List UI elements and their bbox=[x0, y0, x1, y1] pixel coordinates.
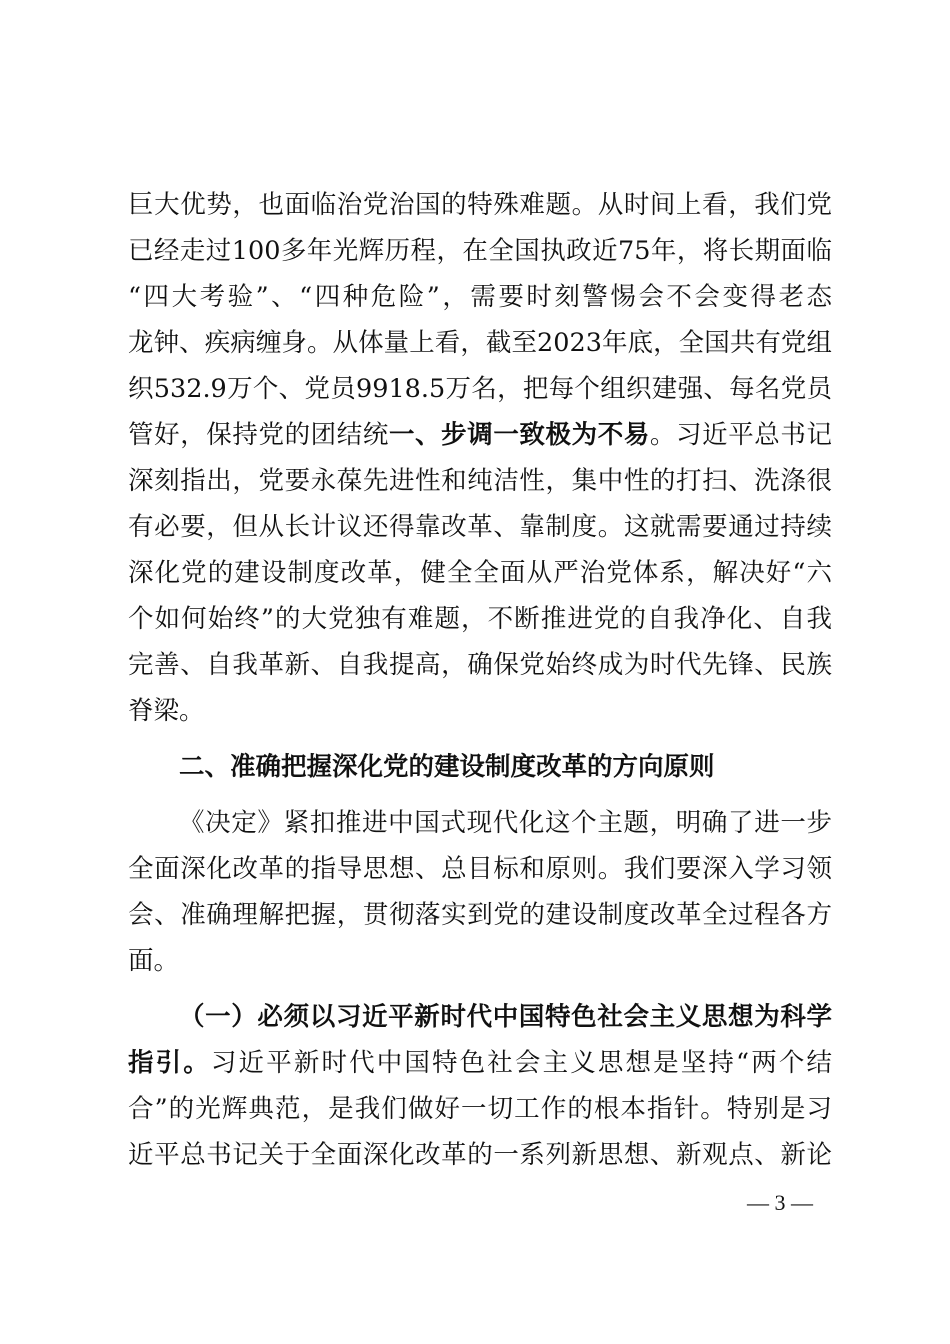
paragraph-line: 会、准确理解把握，贯彻落实到党的建设制度改革全过程各方 bbox=[128, 900, 832, 930]
paragraph-line: 《决定》紧扣推进中国式现代化这个主题，明确了进一步 bbox=[179, 808, 832, 838]
paragraph-line: 已经走过100多年光辉历程，在全国执政近75年，将长期面临 bbox=[128, 236, 832, 266]
text-run: 习近平新时代中国特色社会主义思想是坚持“两个结 bbox=[210, 1048, 832, 1078]
paragraph-line: 巨大优势，也面临治党治国的特殊难题。从时间上看，我们党 bbox=[128, 190, 832, 220]
paragraph-line: 面。 bbox=[128, 946, 180, 976]
bold-text-run: 一、步调一致极为不易 bbox=[388, 420, 650, 450]
paragraph-line: 合”的光辉典范，是我们做好一切工作的根本指针。特别是习 bbox=[128, 1094, 832, 1124]
subsection-title-line: （一）必须以习近平新时代中国特色社会主义思想为科学 bbox=[179, 1002, 832, 1032]
paragraph-line: 近平总书记关于全面深化改革的一系列新思想、新观点、新论 bbox=[128, 1140, 832, 1170]
text-run: 管好，保持党的团结统 bbox=[128, 420, 389, 450]
page-number: — 3 — bbox=[747, 1190, 813, 1215]
paragraph-line: 脊梁。 bbox=[128, 696, 205, 726]
body-text bbox=[128, 182, 832, 1178]
paragraph-line: 全面深化改革的指导思想、总目标和原则。我们要深入学习领 bbox=[128, 854, 832, 884]
paragraph-line: 完善、自我革新、自我提高，确保党始终成为时代先锋、民族 bbox=[128, 650, 832, 680]
paragraph-line: 织532.9万个、党员9918.5万名，把每个组织建强、每名党员 bbox=[128, 374, 832, 404]
paragraph-line: 深化党的建设制度改革，健全全面从严治党体系，解决好“六 bbox=[128, 558, 832, 588]
paragraph-line: 个如何始终”的大党独有难题，不断推进党的自我净化、自我 bbox=[128, 604, 832, 634]
paragraph-line: “四大考验”、“四种危险”，需要时刻警惕会不会变得老态 bbox=[128, 282, 832, 312]
paragraph-line: 深刻指出，党要永葆先进性和纯洁性，集中性的打扫、洗涤很 bbox=[128, 466, 832, 496]
text-run: 。习近平总书记 bbox=[649, 420, 832, 450]
paragraph-line-mixed bbox=[128, 1040, 832, 1086]
paragraph-line-mixed bbox=[128, 412, 832, 458]
paragraph-line: 龙钟、疾病缠身。从体量上看，截至2023年底，全国共有党组 bbox=[128, 328, 832, 358]
section-heading: 二、准确把握深化党的建设制度改革的方向原则 bbox=[179, 752, 715, 782]
paragraph-line: 有必要，但从长计议还得靠改革、靠制度。这就需要通过持续 bbox=[128, 512, 832, 542]
bold-text-run: 指引。 bbox=[128, 1048, 211, 1078]
